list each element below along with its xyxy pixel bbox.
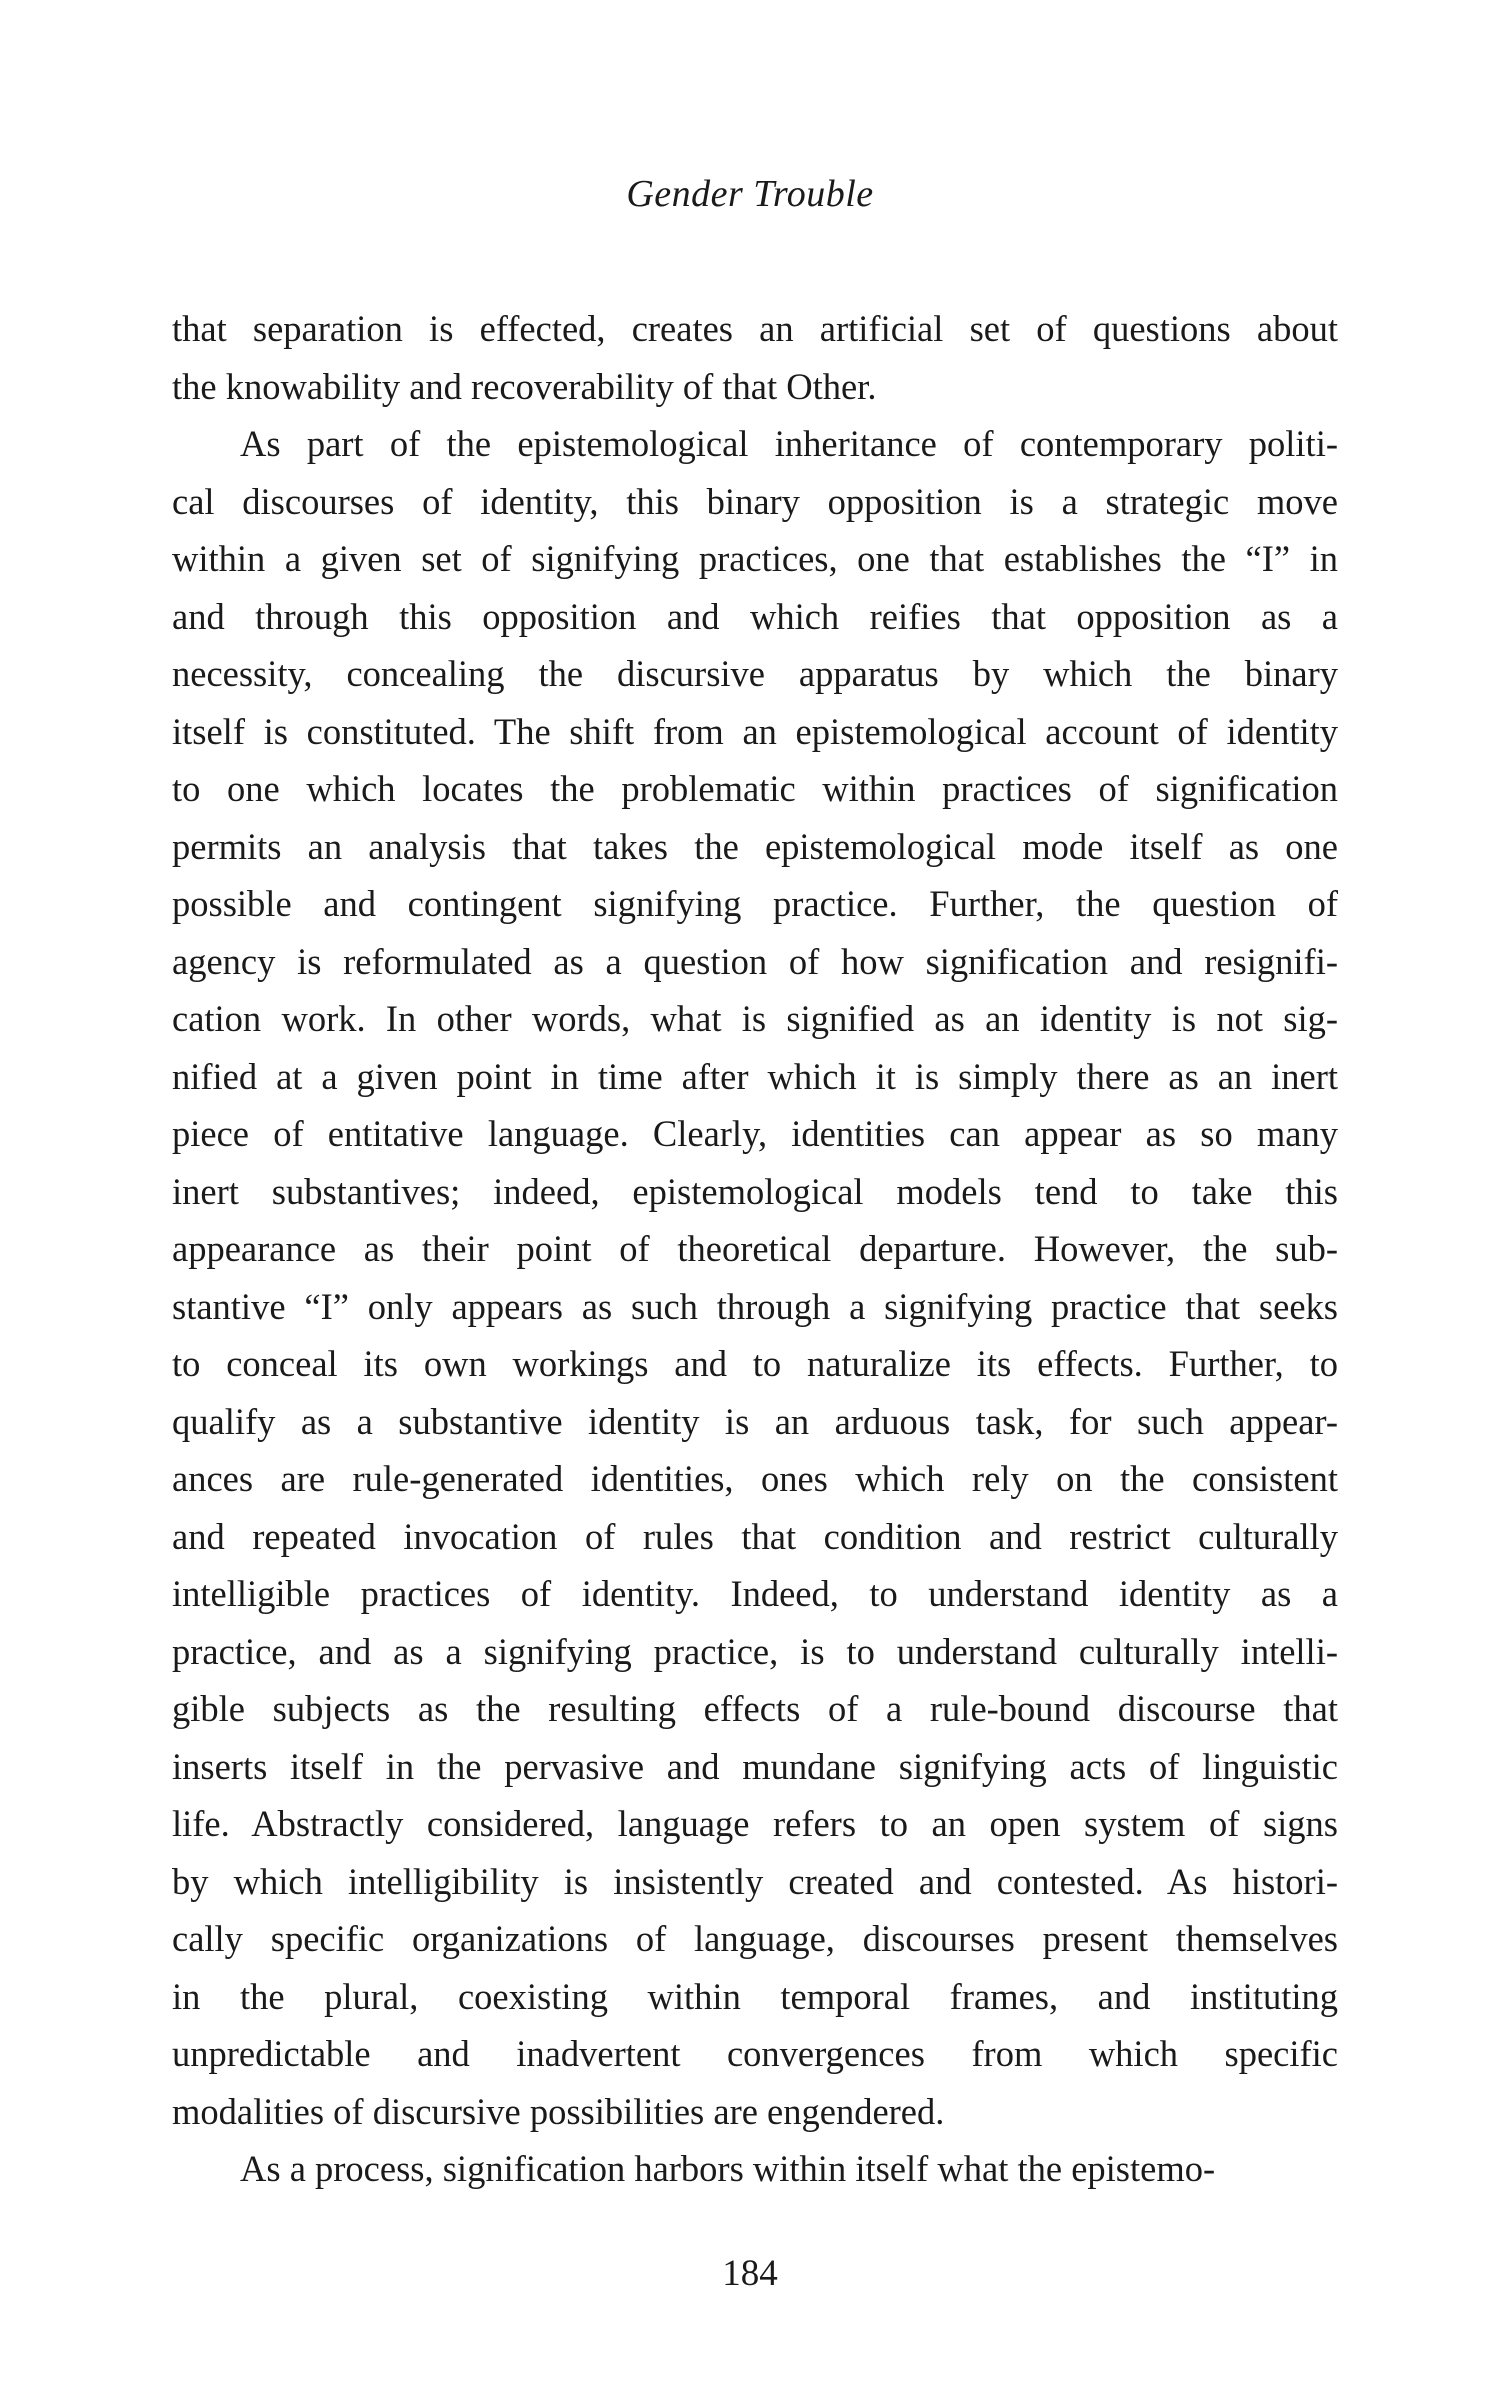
text-line: life. Abstractly considered, language refers to an open system of signs: [172, 1803, 1338, 1844]
text-line: that separation is effected, creates an artificial set of questions about: [172, 308, 1338, 349]
text-line: modalities of discursive possibilities are engendered.: [172, 2090, 945, 2132]
text-line: inert substantives; indeed, epistemological models tend to take this: [172, 1170, 1338, 1212]
text-line: cally specific organizations of language, discourses present themselves: [172, 1918, 1338, 1959]
running-head: Gender Trouble: [626, 173, 874, 215]
text-line: the knowability and recoverability of that Other.: [172, 365, 877, 407]
text-line: qualify as a substantive identity is an arduous task, for such appear-: [172, 1400, 1338, 1442]
text-line: permits an analysis that takes the epistemological mode itself as one: [172, 825, 1338, 867]
text-line: intelligible practices of identity. Indeed, to understand identity as a: [172, 1573, 1338, 1614]
body-text: [172, 300, 1338, 2198]
text-line: stantive “I” only appears as such through a signifying practice that seeks: [172, 1285, 1338, 1327]
text-line: gible subjects as the resulting effects of a rule-bound discourse that: [172, 1688, 1338, 1729]
text-line: to one which locates the problematic within practices of signification: [172, 768, 1338, 809]
text-line: practice, and as a signifying practice, is to understand culturally intelli-: [172, 1630, 1338, 1672]
text-line: to conceal its own workings and to naturalize its effects. Further, to: [172, 1343, 1338, 1384]
text-line: in the plural, coexisting within temporal frames, and instituting: [172, 1975, 1338, 2017]
text-line: by which intelligibility is insistently created and contested. As histori-: [172, 1860, 1338, 1902]
text-line: ances are rule-generated identities, ones which rely on the consistent: [172, 1458, 1338, 1499]
text-line: and repeated invocation of rules that condition and restrict culturally: [172, 1515, 1338, 1557]
text-line: possible and contingent signifying practice. Further, the question of: [172, 883, 1338, 924]
page-number: 184: [722, 2253, 778, 2294]
text-line: and through this opposition and which reifies that opposition as a: [172, 595, 1338, 637]
text-line: unpredictable and inadvertent convergences from which specific: [172, 2033, 1338, 2074]
text-line: necessity, concealing the discursive apparatus by which the binary: [172, 653, 1338, 694]
text-line: cal discourses of identity, this binary opposition is a strategic move: [172, 480, 1338, 522]
text-line: appearance as their point of theoretical departure. However, the sub-: [172, 1228, 1338, 1269]
text-line: inserts itself in the pervasive and mundane signifying acts of linguistic: [172, 1745, 1338, 1787]
text-line: itself is constituted. The shift from an epistemological account of identity: [172, 710, 1338, 752]
text-line: piece of entitative language. Clearly, identities can appear as so many: [172, 1113, 1338, 1154]
text-line: cation work. In other words, what is signified as an identity is not sig-: [172, 998, 1338, 1039]
text-line: nified at a given point in time after which it is simply there as an inert: [172, 1055, 1338, 1097]
text-line: within a given set of signifying practices, one that establishes the “I” in: [172, 538, 1338, 579]
text-line: As part of the epistemological inheritance of contemporary politi-: [240, 423, 1338, 464]
text-line: As a process, signification harbors within itself what the epistemo-: [240, 2148, 1216, 2189]
text-line: agency is reformulated as a question of how signification and resignifi-: [172, 940, 1338, 982]
